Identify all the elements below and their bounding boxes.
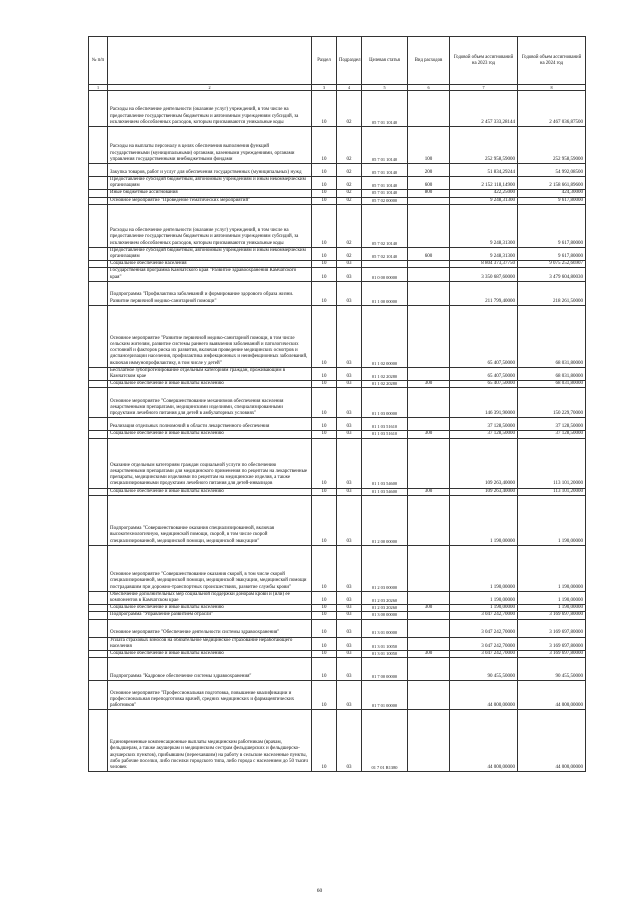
table-row (89, 305, 586, 367)
row-subsection-cell: 03 (337, 488, 362, 495)
row-2023-cell: 146 391,90000 (450, 388, 518, 418)
row-name-cell: Основное мероприятие "Совершенствование механизмов обеспечения населения лекарственными препаратами, медицинскими изделиями, специализированными продуктами лечебного питания для детей в амбулаторных условиях" (108, 388, 312, 418)
row-2023-cell: 37 128,50000 (450, 431, 518, 438)
row-expense-cell (408, 367, 450, 380)
row-section-cell: 10 (312, 381, 337, 388)
row-num-cell (89, 268, 108, 281)
row-2023-cell: 65 407,50000 (450, 367, 518, 380)
table-row (89, 127, 586, 164)
row-expense-cell (408, 388, 450, 418)
row-2023-cell: 109 263,40000 (450, 488, 518, 495)
row-subsection-cell: 03 (337, 710, 362, 772)
row-name-cell: Подпрограмма "Совершенствование оказания специализированной, включая высокотехнологичную, медицинской помощи, скорой, в том числе скорой специализированной, медицинской помощи, медицинской эвакуации" (108, 495, 312, 545)
table-row (89, 591, 586, 604)
row-num-cell (89, 591, 108, 604)
table-row (89, 261, 586, 268)
row-subsection-cell: 03 (337, 637, 362, 650)
row-name-cell: Основное мероприятие "Развитие первичной медико-санитарной помощи, в том числе сельским жителям, развитие системы раннего выявления заболеваний и патологических состояний и факторов риска их развития, включая проведение медицинских осмотров и диспансеризации населения, профилактика инфекционных и неинфекционных заболеваний, включая иммунопрофилактику, в том числе у детей" (108, 305, 312, 367)
col-number: 3 (312, 85, 337, 91)
row-2024-cell: 424,30000 (518, 190, 586, 197)
row-num-cell (89, 305, 108, 367)
row-expense-cell: 300 (408, 488, 450, 495)
row-name-cell: Социальное обеспечение и иные выплаты населению (108, 605, 312, 612)
row-target-cell: 01 7 00 00000 (362, 658, 408, 681)
row-name-cell: Предоставление субсидий бюджетным, автономным учреждениям и иным некоммерческим организациям (108, 247, 312, 260)
row-expense-cell (408, 438, 450, 488)
row-2023-cell: 65 407,50000 (450, 381, 518, 388)
row-expense-cell: 300 (408, 381, 450, 388)
row-num-cell (89, 367, 108, 380)
row-subsection-cell: 02 (337, 197, 362, 204)
row-target-cell: 05 7 02 00000 (362, 197, 408, 204)
row-target-cell: 01 1 02 20280 (362, 367, 408, 380)
row-name-cell: Социальное обеспечение и иные выплаты населению (108, 488, 312, 495)
row-2024-cell: 113 101,20000 (518, 488, 586, 495)
row-2024-cell: 1 190,00000 (518, 591, 586, 604)
header-name (108, 37, 312, 85)
row-num-cell (89, 488, 108, 495)
row-name-cell: Социальное обеспечение и иные выплаты населению (108, 651, 312, 658)
table-row (89, 619, 586, 637)
row-2023-cell: 37 128,50000 (450, 418, 518, 431)
row-2024-cell: 9 617,80000 (518, 204, 586, 247)
row-2024-cell: 54 992,08500 (518, 164, 586, 177)
row-2024-cell: 9 617,80000 (518, 247, 586, 260)
row-target-cell: 05 7 01 10140 (362, 190, 408, 197)
row-name-cell: Бесплатное зубопротезирование отдельным категориям граждан, проживающим в Камчатском крае (108, 367, 312, 380)
row-name-cell: Оказание отдельным категориям граждан социальной услуги по обеспечению лекарственными препаратами для медицинского применения по рецептам на лекарственные препараты, медицинскими изделиями по рецептам на медицинские изделия, а также специализированными продуктами лечебного питания для детей-инвалидов (108, 438, 312, 488)
row-2023-cell: 65 407,50000 (450, 305, 518, 367)
row-subsection-cell: 03 (337, 605, 362, 612)
row-name-cell: Подпрограмма "Кадровое обеспечение системы здравоохранения" (108, 658, 312, 681)
table-row (89, 488, 586, 495)
row-num-cell (89, 619, 108, 637)
table-row (89, 268, 586, 281)
table-row (89, 612, 586, 619)
row-subsection-cell: 03 (337, 305, 362, 367)
row-target-cell: 01 3 01 10050 (362, 637, 408, 650)
row-2023-cell: 252 958,59000 (450, 127, 518, 164)
row-target-cell: 01 1 03 51610 (362, 431, 408, 438)
row-2023-cell: 9 248,31300 (450, 204, 518, 247)
row-name-cell: Основное мероприятие "Обеспечение деятельности системы здравоохранения" (108, 619, 312, 637)
row-subsection-cell: 03 (337, 658, 362, 681)
row-2024-cell: 2 158 661,89600 (518, 177, 586, 190)
table-row (89, 418, 586, 431)
row-target-cell: 01 1 02 00000 (362, 305, 408, 367)
table-row (89, 637, 586, 650)
table-header (89, 37, 586, 91)
table-row (89, 545, 586, 591)
row-expense-cell (408, 268, 450, 281)
row-num-cell (89, 164, 108, 177)
table-row (89, 605, 586, 612)
row-name-cell: Социальное обеспечение и иные выплаты населению (108, 381, 312, 388)
row-section-cell: 10 (312, 612, 337, 619)
row-name-cell: Государственная программа Камчатского края "Развитие здравоохранения Камчатского края" (108, 268, 312, 281)
row-num-cell (89, 431, 108, 438)
row-2023-cell: 1 190,00000 (450, 591, 518, 604)
row-target-cell: 01 2 03 20260 (362, 605, 408, 612)
row-2023-cell: 2 457 333,28144 (450, 91, 518, 127)
row-2023-cell: 3 047 242,70000 (450, 619, 518, 637)
row-target-cell: 01 1 02 20280 (362, 381, 408, 388)
row-num-cell (89, 204, 108, 247)
table-row (89, 367, 586, 380)
row-section-cell: 10 (312, 388, 337, 418)
row-subsection-cell: 02 (337, 91, 362, 127)
row-expense-cell (408, 658, 450, 681)
row-subsection-cell: 02 (337, 177, 362, 190)
row-2024-cell: 218 261,50000 (518, 281, 586, 305)
row-target-cell: 01 3 01 00000 (362, 619, 408, 637)
row-subsection-cell: 03 (337, 431, 362, 438)
row-subsection-cell: 02 (337, 164, 362, 177)
row-section-cell: 10 (312, 261, 337, 268)
table-row (89, 190, 586, 197)
row-2024-cell: 113 101,20000 (518, 438, 586, 488)
row-target-cell: 01 7 01 R1380 (362, 710, 408, 772)
row-2023-cell: 3 047 242,70000 (450, 651, 518, 658)
row-2023-cell: 9 248,31300 (450, 247, 518, 260)
row-num-cell (89, 388, 108, 418)
row-name-cell: Закупка товаров, работ и услуг для обеспечения государственных (муниципальных) нужд (108, 164, 312, 177)
row-2024-cell: 252 958,59000 (518, 127, 586, 164)
row-num-cell (89, 681, 108, 710)
row-target-cell: 01 2 03 00000 (362, 545, 408, 591)
row-subsection-cell: 03 (337, 681, 362, 710)
row-2023-cell: 1 190,00000 (450, 605, 518, 612)
row-section-cell: 10 (312, 438, 337, 488)
row-num-cell (89, 418, 108, 431)
table-row (89, 710, 586, 772)
row-name-cell: Расходы на обеспечение деятельности (оказание услуг) учреждений, в том числе на предоставление государственным бюджетным и автономным учреждениям субсидий, за исключением обособленных расходов, которым присваиваются уникальные коды (108, 204, 312, 247)
row-num-cell (89, 495, 108, 545)
row-expense-cell (408, 545, 450, 591)
row-2023-cell: 3 047 242,70000 (450, 637, 518, 650)
row-subsection-cell: 03 (337, 268, 362, 281)
row-expense-cell (408, 619, 450, 637)
table-row (89, 247, 586, 260)
table-row (89, 164, 586, 177)
row-target-cell: 01 1 03 54600 (362, 488, 408, 495)
row-2024-cell: 3 479 604,80030 (518, 268, 586, 281)
row-name-cell: Расходы на выплаты персоналу в целях обеспечения выполнения функций государственными (муниципальными) органами, казенными учреждениями, органами управления государственными внебюджетными фондами (108, 127, 312, 164)
row-2023-cell: 9 248,31300 (450, 197, 518, 204)
col-number: 2 (108, 85, 312, 91)
row-target-cell: 01 2 00 00000 (362, 495, 408, 545)
row-expense-cell (408, 637, 450, 650)
row-target-cell: 05 7 01 10140 (362, 91, 408, 127)
row-section-cell: 10 (312, 305, 337, 367)
row-expense-cell: 200 (408, 164, 450, 177)
row-expense-cell (408, 305, 450, 367)
row-target-cell (362, 261, 408, 268)
row-section-cell: 10 (312, 605, 337, 612)
row-2024-cell: 68 031,80000 (518, 367, 586, 380)
row-name-cell: Расходы на обеспечение деятельности (оказание услуг) учреждений, в том числе на предоставление государственным бюджетным и автономным учреждениям субсидий, за исключением обособленных расходов, которым присваиваются уникальные коды (108, 91, 312, 127)
row-2024-cell: 1 190,00000 (518, 495, 586, 545)
row-expense-cell: 600 (408, 247, 450, 260)
row-2023-cell: 3 047 242,70000 (450, 612, 518, 619)
row-subsection-cell: 02 (337, 204, 362, 247)
row-num-cell (89, 247, 108, 260)
row-name-cell: Обеспечение дополнительных мер социальной поддержки донорам крови и (или) ее компонентов в Камчатском крае (108, 591, 312, 604)
row-expense-cell (408, 281, 450, 305)
row-2024-cell: 90 455,50000 (518, 658, 586, 681)
row-2024-cell: 3 169 697,80000 (518, 651, 586, 658)
row-expense-cell (408, 197, 450, 204)
header-2023: Годовой объем ассигнований на 2023 год (450, 37, 518, 85)
row-section-cell: 10 (312, 281, 337, 305)
row-num-cell (89, 438, 108, 488)
row-2024-cell: 68 031,80000 (518, 381, 586, 388)
row-2024-cell: 1 190,00000 (518, 605, 586, 612)
row-num-cell (89, 605, 108, 612)
row-expense-cell: 800 (408, 190, 450, 197)
row-num-cell (89, 381, 108, 388)
row-subsection-cell: 03 (337, 261, 362, 268)
col-number: 7 (450, 85, 518, 91)
row-section-cell: 10 (312, 431, 337, 438)
row-2024-cell: 37 128,50000 (518, 418, 586, 431)
row-subsection-cell: 03 (337, 495, 362, 545)
row-num-cell (89, 190, 108, 197)
row-section-cell: 10 (312, 127, 337, 164)
row-target-cell: 01 1 03 00000 (362, 388, 408, 418)
row-section-cell: 10 (312, 268, 337, 281)
row-target-cell: 01 7 01 00000 (362, 681, 408, 710)
header-num: № п/п (89, 37, 108, 85)
row-2024-cell: 9 617,80000 (518, 197, 586, 204)
row-subsection-cell: 03 (337, 619, 362, 637)
row-section-cell: 10 (312, 591, 337, 604)
row-section-cell: 10 (312, 488, 337, 495)
row-num-cell (89, 658, 108, 681)
table-row (89, 197, 586, 204)
row-name-cell: Реализация отдельных полномочий в области лекарственного обеспечения (108, 418, 312, 431)
row-section-cell: 10 (312, 418, 337, 431)
row-expense-cell (408, 591, 450, 604)
table-row (89, 651, 586, 658)
budget-table (88, 36, 586, 772)
row-target-cell: 05 7 01 10140 (362, 164, 408, 177)
table-row (89, 204, 586, 247)
row-name-cell: Подпрограмма "Профилактика заболеваний и формирование здорового образа жизни. Развитие первичной медико-санитарной помощи" (108, 281, 312, 305)
table-row (89, 431, 586, 438)
row-expense-cell: 100 (408, 127, 450, 164)
row-section-cell: 10 (312, 681, 337, 710)
row-2023-cell: 51 834,29244 (450, 164, 518, 177)
row-target-cell: 05 7 01 10140 (362, 177, 408, 190)
row-name-cell: Иные бюджетные ассигнования (108, 190, 312, 197)
row-target-cell: 01 1 03 54600 (362, 438, 408, 488)
row-2023-cell: 44 000,00000 (450, 710, 518, 772)
row-num-cell (89, 545, 108, 591)
row-2023-cell: 109 263,40000 (450, 438, 518, 488)
row-subsection-cell: 03 (337, 591, 362, 604)
row-section-cell: 10 (312, 177, 337, 190)
row-target-cell: 05 7 02 10140 (362, 204, 408, 247)
table-row (89, 681, 586, 710)
row-expense-cell: 600 (408, 177, 450, 190)
row-target-cell: 01 3 01 10050 (362, 651, 408, 658)
row-target-cell: 05 7 01 10140 (362, 127, 408, 164)
row-subsection-cell: 03 (337, 651, 362, 658)
row-section-cell: 10 (312, 619, 337, 637)
row-2024-cell: 3 169 697,80000 (518, 637, 586, 650)
row-target-cell: 01 1 03 51610 (362, 418, 408, 431)
row-2023-cell: 2 152 118,14900 (450, 177, 518, 190)
row-2024-cell: 37 128,50000 (518, 431, 586, 438)
row-2023-cell: 8 804 373,37750 (450, 261, 518, 268)
row-expense-cell: 300 (408, 431, 450, 438)
row-section-cell: 10 (312, 91, 337, 127)
row-expense-cell (408, 495, 450, 545)
row-num-cell (89, 281, 108, 305)
table-row (89, 281, 586, 305)
row-subsection-cell: 03 (337, 281, 362, 305)
row-2023-cell: 211 799,40000 (450, 281, 518, 305)
row-2023-cell: 44 000,00000 (450, 681, 518, 710)
header-target: Целевая статья (362, 37, 408, 85)
row-2024-cell: 3 169 697,80000 (518, 619, 586, 637)
table-row (89, 495, 586, 545)
row-target-cell: 01 0 00 00000 (362, 268, 408, 281)
row-section-cell: 10 (312, 190, 337, 197)
header-section: Раздел (312, 37, 337, 85)
row-num-cell (89, 197, 108, 204)
row-section-cell: 10 (312, 204, 337, 247)
row-2023-cell: 1 190,00000 (450, 495, 518, 545)
row-section-cell: 10 (312, 658, 337, 681)
row-2023-cell: 3 350 687,60000 (450, 268, 518, 281)
col-number: 4 (337, 85, 362, 91)
table-row (89, 658, 586, 681)
row-num-cell (89, 91, 108, 127)
row-2024-cell: 1 190,00000 (518, 545, 586, 591)
row-name-cell: Уплата страховых взносов на обязательное медицинское страхование неработающего населения (108, 637, 312, 650)
row-name-cell: Социальное обеспечение и иные выплаты населению (108, 431, 312, 438)
row-2024-cell: 2 467 036,87500 (518, 91, 586, 127)
row-2024-cell: 68 031,80000 (518, 305, 586, 367)
row-section-cell: 10 (312, 164, 337, 177)
row-name-cell: Основное мероприятие "Проведение тематических мероприятий" (108, 197, 312, 204)
row-subsection-cell: 03 (337, 367, 362, 380)
row-name-cell: Единовременные компенсационные выплаты медицинским работникам (врачам, фельдшерам, а также акушеркам и медицинским сестрам фельдшерских и фельдшерско-акушерских пунктов), прибывшим (переехавшим) на работу в сельские населенные пункты, либо рабочие поселки, либо поселки городского типа, либо города с населением до 50 тысяч человек (108, 710, 312, 772)
col-number: 1 (89, 85, 108, 91)
row-subsection-cell: 03 (337, 381, 362, 388)
row-expense-cell: 300 (408, 651, 450, 658)
row-2024-cell: 44 000,00000 (518, 681, 586, 710)
row-name-cell: Подпрограмма "Управление развитием отрасли" (108, 612, 312, 619)
row-expense-cell (408, 261, 450, 268)
row-name-cell: Основное мероприятие "Профессиональная подготовка, повышение квалификации и профессиональная переподготовка врачей, средних медицинских и фармацевтических работников" (108, 681, 312, 710)
header-expense: Вид расходов (408, 37, 450, 85)
row-section-cell: 10 (312, 637, 337, 650)
row-num-cell (89, 637, 108, 650)
row-2024-cell: 150 229,70000 (518, 388, 586, 418)
row-expense-cell (408, 710, 450, 772)
table-body (89, 91, 586, 772)
row-2023-cell: 90 455,50000 (450, 658, 518, 681)
row-name-cell: Основное мероприятие "Совершенствование оказания скорой, в том числе скорой специализированной, медицинской помощи, медицинской эвакуации, медицинской помощи пострадавшим при дорожно-транспортных происшествиях, развитие службы крови" (108, 545, 312, 591)
row-name-cell: Предоставление субсидий бюджетным, автономным учреждениям и иным некоммерческим организациям (108, 177, 312, 190)
col-number: 5 (362, 85, 408, 91)
row-num-cell (89, 612, 108, 619)
row-subsection-cell: 03 (337, 418, 362, 431)
row-subsection-cell: 03 (337, 438, 362, 488)
row-2024-cell: 44 000,00000 (518, 710, 586, 772)
row-subsection-cell: 03 (337, 545, 362, 591)
row-2024-cell: 3 169 697,80000 (518, 612, 586, 619)
row-target-cell: 01 1 00 00000 (362, 281, 408, 305)
row-num-cell (89, 261, 108, 268)
row-subsection-cell: 02 (337, 247, 362, 260)
row-num-cell (89, 177, 108, 190)
col-number: 6 (408, 85, 450, 91)
page-number: 60 (316, 888, 323, 894)
row-section-cell: 10 (312, 197, 337, 204)
row-subsection-cell: 02 (337, 190, 362, 197)
row-section-cell: 10 (312, 651, 337, 658)
row-2023-cell: 1 190,00000 (450, 545, 518, 591)
row-expense-cell (408, 681, 450, 710)
row-expense-cell: 300 (408, 605, 450, 612)
row-section-cell: 10 (312, 495, 337, 545)
table-row (89, 438, 586, 488)
table-row (89, 177, 586, 190)
budget-table-sheet (88, 36, 585, 772)
row-subsection-cell: 03 (337, 612, 362, 619)
row-section-cell: 10 (312, 710, 337, 772)
row-section-cell: 10 (312, 247, 337, 260)
row-target-cell: 05 7 02 10140 (362, 247, 408, 260)
row-expense-cell (408, 612, 450, 619)
header-subsection: Подраздел (337, 37, 362, 85)
row-subsection-cell: 02 (337, 127, 362, 164)
row-expense-cell (408, 91, 450, 127)
row-target-cell: 01 2 03 20260 (362, 591, 408, 604)
row-2024-cell: 9 075 252,66907 (518, 261, 586, 268)
col-number: 8 (518, 85, 586, 91)
row-section-cell: 10 (312, 367, 337, 380)
row-num-cell (89, 127, 108, 164)
row-subsection-cell: 03 (337, 388, 362, 418)
table-row (89, 91, 586, 127)
row-2023-cell: 422,25000 (450, 190, 518, 197)
table-row (89, 388, 586, 418)
row-num-cell (89, 710, 108, 772)
table-row (89, 381, 586, 388)
row-num-cell (89, 651, 108, 658)
row-expense-cell (408, 418, 450, 431)
row-target-cell: 01 3 00 00000 (362, 612, 408, 619)
row-section-cell: 10 (312, 545, 337, 591)
row-expense-cell (408, 204, 450, 247)
header-2024: Годовой объем ассигнований на 2024 год (518, 37, 586, 85)
row-name-cell: Социальное обеспечение населения (108, 261, 312, 268)
